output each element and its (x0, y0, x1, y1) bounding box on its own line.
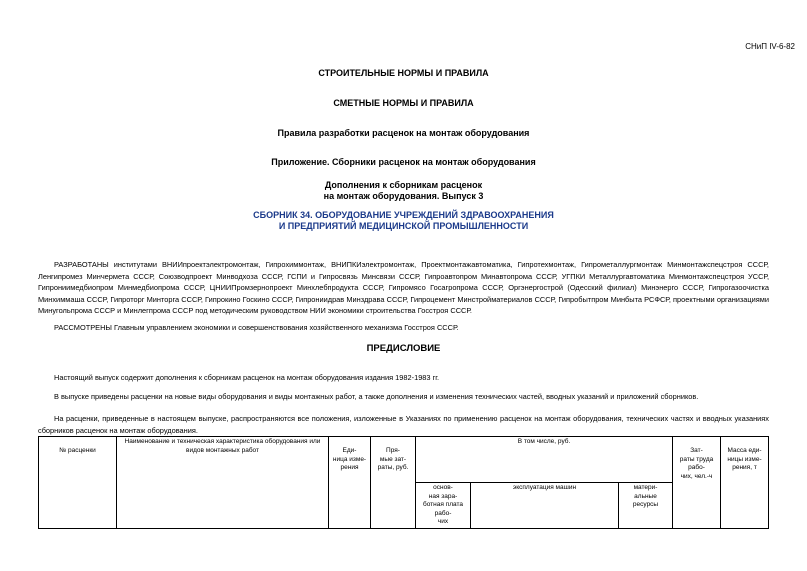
preface-paragraph-2 (38, 391, 769, 403)
reviewed-text: РАССМОТРЕНЫ Главным управлением экономики и совершенствования хозяйственного механизма Госстроя СССР. (54, 323, 459, 332)
column-header-description: Наименование и техническая характеристика оборудования или видов монтажных работ (117, 437, 329, 529)
document-code: СНиП IV-6-82 (745, 42, 795, 51)
column-header-base-wage: основ- ная зара- ботная плата рабо- чих (416, 483, 471, 529)
preface-paragraph-3 (38, 413, 769, 436)
preface-heading: ПРЕДИСЛОВИЕ (366, 343, 441, 354)
column-header-rate-number: № расценки (39, 437, 117, 529)
column-header-direct-costs: Пря- мые зат- раты, руб. (371, 437, 416, 529)
preface-text-3: На расценки, приведенные в настоящем выпуске, распространяются все положения, изложенные в Указаниях по применению расценок на монтаж оборудования, технических частях и вводных указаниях сборников расценок на монтаж оборудования. (38, 414, 769, 435)
developed-text: РАЗРАБОТАНЫ институтами ВНИИпроектэлектромонтаж, Гипрохиммонтаж, ВНИПКИэлектромонтаж, Проектмонтажавтоматика, Гипротехмонтаж, Гипрометаллургмонтаж Минмонтажспецстроя СССР, Ленгипромез Минчермета СССР, Союзводпроект Минводхоза СССР, ГСПИ и Гипросвязь Минсвязи СССР, Гипроавтопром Минавтопрома СССР, УГПКИ Металлургавтоматика Минмонтажспецстроя УССР, Гипрониимедбиопром Минмедбиопрома СССР, ЦНИИПромзернопроект Минхлебпродукта СССР, Гипромясо Госагропрома СССР, Оргэнергострой (Одесский филиал) Минэнерго СССР, Гипрогазоочистка Минхиммаша СССР, Гипроторг Минторга СССР, Гипрокино Госкино СССР, Гипрониидрав Минздрава СССР, Гипроцемент Минстройматериалов СССР, Гипробытпром Минбыта РСФСР, проектными организациями Минугольпрома СССР и Минлегпрома СССР под методическим руководством НИИ экономики строительства Госстроя СССР. (38, 260, 769, 315)
preface-text-2: В выпуске приведены расценки на новые виды оборудования и виды монтажных работ, а также дополнения и изменения технических частей, вводных указаний и приложений сборников. (54, 392, 699, 401)
title-supplements-line1: Дополнения к сборникам расценок (324, 180, 483, 190)
collection-title-line1: СБОРНИК 34. ОБОРУДОВАНИЕ УЧРЕЖДЕНИЙ ЗДРАВООХРАНЕНИЯ (253, 210, 554, 220)
preface-paragraph-1 (38, 372, 769, 384)
reviewed-paragraph (38, 322, 769, 334)
column-header-including: В том числе, руб. (416, 437, 673, 483)
column-header-unit-mass: Масса еди- ницы изме- рения, т (721, 437, 769, 529)
developed-paragraph (38, 259, 769, 317)
column-header-labor-costs: Зат- раты труда рабо- чих, чел.-ч (673, 437, 721, 529)
column-header-machine-operation: эксплуатация машин (471, 483, 619, 529)
preface-text-1: Настоящий выпуск содержит дополнения к сборникам расценок на монтаж оборудования издания 1982-1983 гг. (54, 373, 440, 382)
title-appendix: Приложение. Сборники расценок на монтаж оборудования (271, 157, 536, 167)
column-header-material-resources: матери- альные ресурсы (619, 483, 673, 529)
title-estimate-norms: СМЕТНЫЕ НОРМЫ И ПРАВИЛА (333, 98, 474, 108)
rates-table-header (38, 436, 769, 529)
title-building-norms: СТРОИТЕЛЬНЫЕ НОРМЫ И ПРАВИЛА (318, 68, 489, 78)
column-header-unit: Еди- ница изме- рения (329, 437, 371, 529)
title-supplements-line2: на монтаж оборудования. Выпуск 3 (323, 191, 484, 201)
collection-title-line2: И ПРЕДПРИЯТИЙ МЕДИЦИНСКОЙ ПРОМЫШЛЕННОСТИ (278, 221, 529, 231)
title-rules: Правила разработки расценок на монтаж оборудования (277, 128, 530, 138)
